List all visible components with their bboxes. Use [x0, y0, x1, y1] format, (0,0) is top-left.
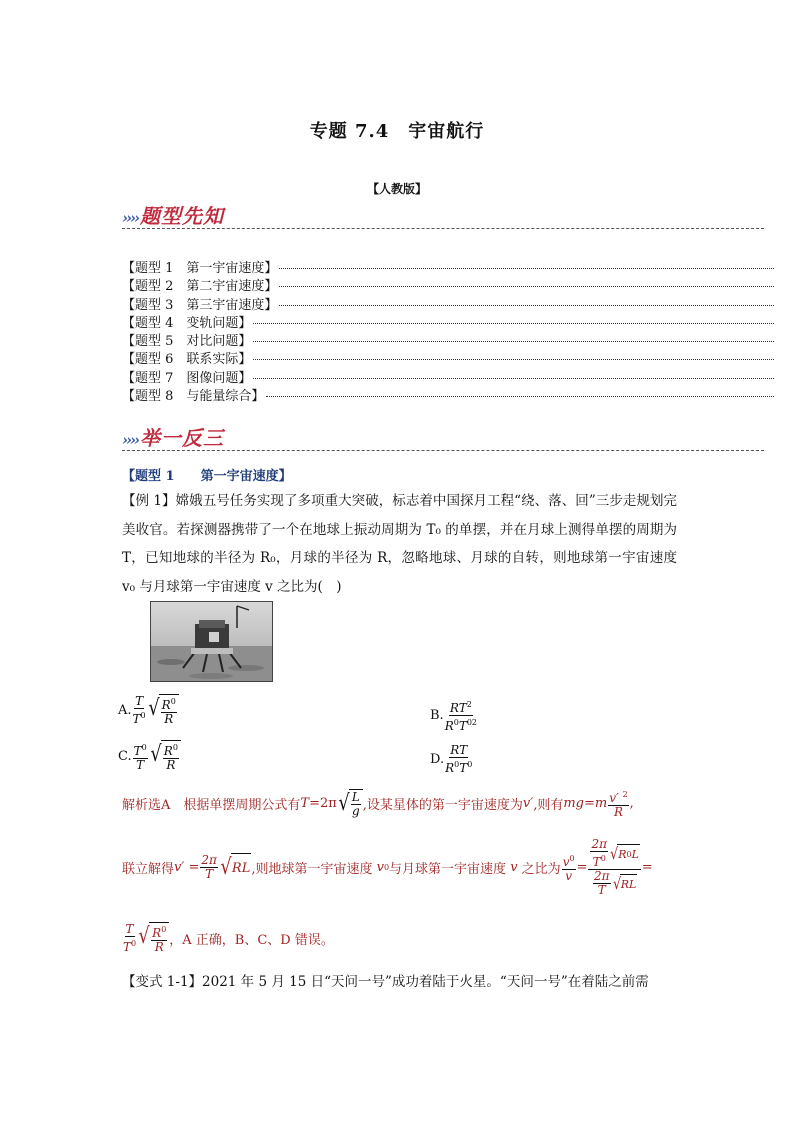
divider	[122, 450, 764, 451]
toc-item[interactable]: 【题型 8 与能量综合】	[122, 388, 774, 406]
banner-examples: ›››› 举一反三	[122, 426, 224, 450]
toc-item[interactable]: 【题型 3 第三宇宙速度】	[122, 297, 774, 315]
banner-question-types: ›››› 题型先知	[122, 204, 224, 228]
variant-question: 【变式 1-1】2021 年 5 月 15 日“天问一号”成功着陆于火星。“天问一号”在着陆之前需	[122, 974, 649, 990]
example-question	[122, 487, 677, 601]
option-b[interactable]: B. $\frac{RT^2}{R^0T^{02}}$	[430, 700, 478, 733]
option-d[interactable]: D. $\frac{RT}{R^0T^0}$	[430, 743, 473, 775]
solution-line-2: 联立解得 v′ = $\frac{2\pi}{T}$ √ RL ,则地球第一宇宙速度 v 0 与月球第一宇宙速度 v 之比为 $\frac{v^0}{v}$ = $\frac{2\pi}{T^0}$ √ R 0 L $\frac{2\pi}{T}$ √ RL =	[122, 837, 653, 897]
edition-label: 【人教版】	[366, 182, 427, 196]
toc-list	[122, 260, 774, 406]
toc-item[interactable]: 【题型 2 第二宇宙速度】	[122, 278, 774, 296]
divider	[122, 228, 764, 229]
option-c[interactable]: C. $\frac{T^0}{T}$ √ $\frac{R^0}{R}$	[118, 740, 181, 772]
lander-photo	[150, 601, 273, 682]
solution-line-1: 解析选A 根据单摆周期公式有 T =2π √ $\frac{L}{g}$ ,设某星体的第一宇宙速度为 v′ ,则有 mg = m $\frac{v' ^2}{R}$ ,	[122, 789, 634, 819]
option-a[interactable]: A. $\frac{T}{T^0}$ √ $\frac{R^0}{R}$	[118, 694, 179, 726]
arrows-icon: ››››	[122, 209, 138, 227]
toc-item[interactable]: 【题型 7 图像问题】	[122, 370, 774, 388]
arrows-icon: ››››	[122, 431, 138, 449]
example-text: 嫦娥五号任务实现了多项重大突破，标志着中国探月工程“绕、落、回”三步走规划完美收官。若探测器携带了一个在地球上振动周期为 T₀ 的单摆，并在月球上测得单摆的周期为 T，已知地球的半径为 R₀，月球的半径为 R，忽略地球、月球的自转，则地球第一宇宙速度 v₀ 与月球第一宇宙速度 v 之比为( )	[122, 493, 677, 595]
page-title: 专题 7.4 宇宙航行	[309, 121, 485, 142]
toc-item[interactable]: 【题型 1 第一宇宙速度】	[122, 260, 774, 278]
solution-line-3: $\frac{T}{T^0}$ √ $\frac{R^0}{R}$ ，A 正确，B、C、D 错误。	[123, 921, 334, 954]
toc-item[interactable]: 【题型 6 联系实际】	[122, 351, 774, 369]
toc-item[interactable]: 【题型 5 对比问题】	[122, 333, 774, 351]
section-heading: 【题型 1 第一宇宙速度】	[122, 469, 292, 484]
toc-item[interactable]: 【题型 4 变轨问题】	[122, 315, 774, 333]
example-tag: 【例 1】	[122, 493, 176, 509]
